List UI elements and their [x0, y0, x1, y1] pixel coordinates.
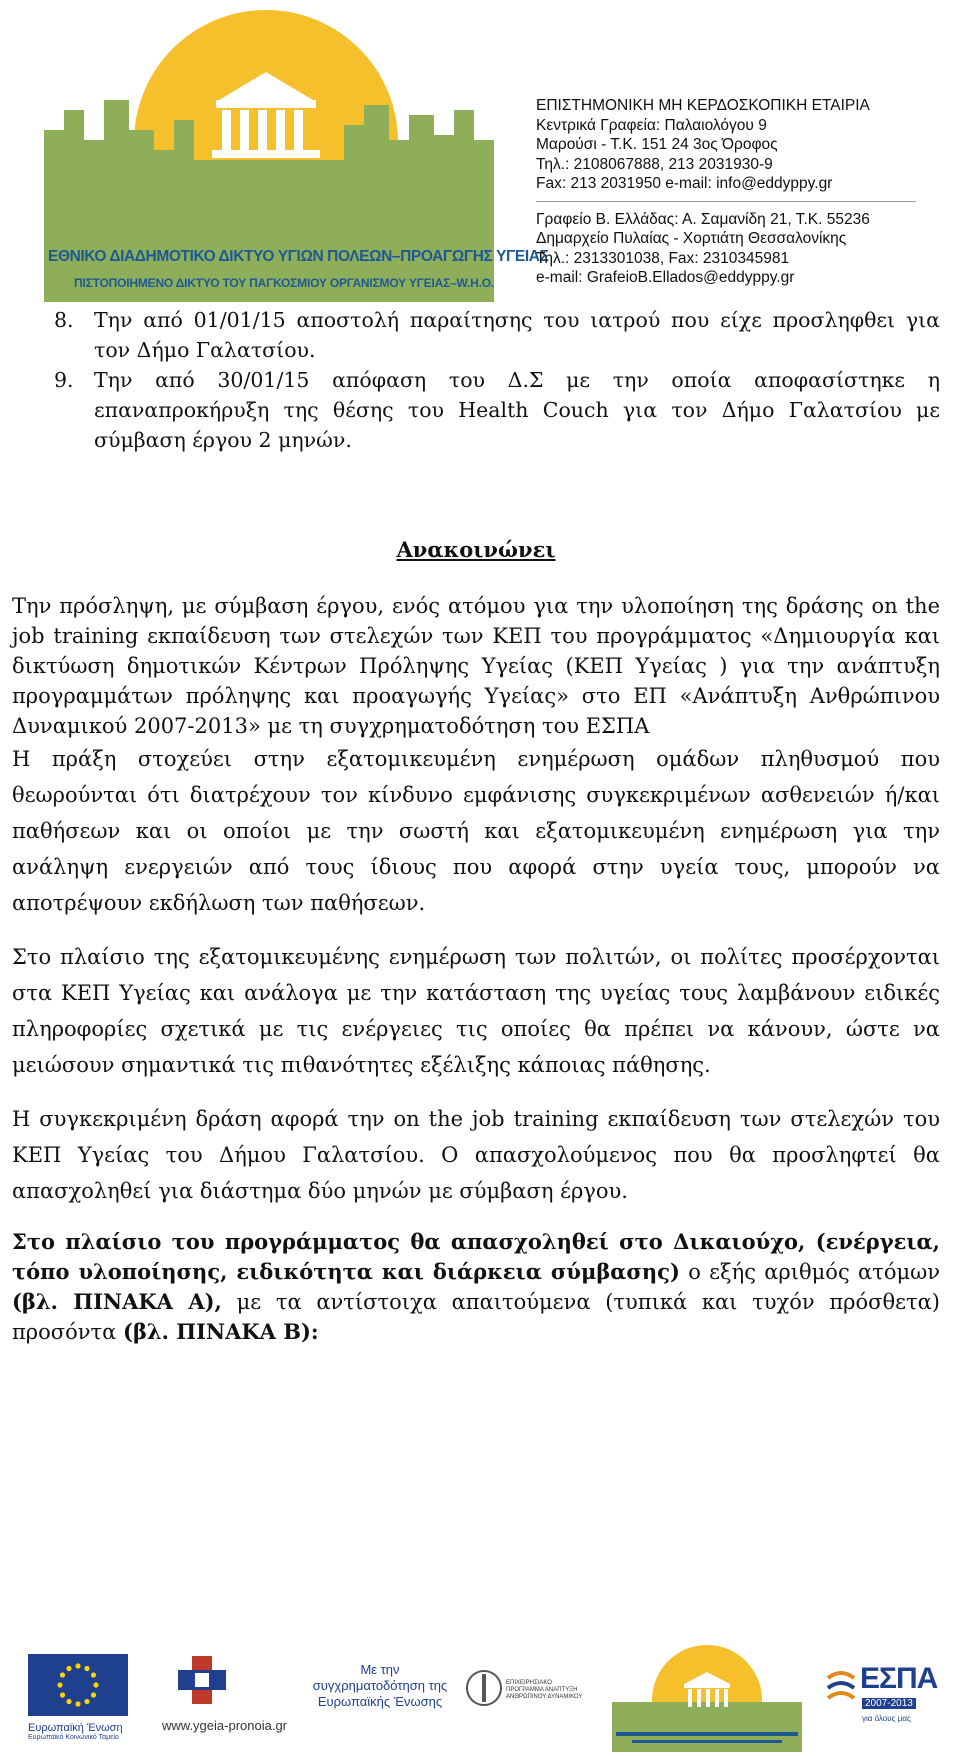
contact-line: e-mail: GrafeioB.Ellados@eddyppy.gr: [536, 269, 795, 286]
contact-line: Τηλ.: 2108067888, 213 2031930-9: [536, 155, 773, 173]
paragraph: Την πρόσληψη, με σύμβαση έργου, ενός ατόμου για την υλοποίηση της δράσης on the job training εκπαίδευση των στελεχών των ΚΕΠ του προγράμματος «Δημιουργία και δικτύωση δημοτικών Κέντρων Πρόληψης Υγείας (ΚΕΠ Υγείας ) για την ανάπτυξη προγραμμάτων πρόληψης και προαγωγής Υγείας» στο ΕΠ «Ανάπτυξη Ανθρώπινου Δυναμικού 2007-2013» με τη συγχρηματοδότηση του ΕΣΠΑ: [12, 594, 940, 738]
logo-title: ΕΘΝΙΚΟ ΔΙΑΔΗΜΟΤΙΚΟ ΔΙΚΤΥΟ ΥΓΙΩΝ ΠΟΛΕΩΝ–ΠΡΟΑΓΩΓΗΣ ΥΓΕΙΑΣ: [48, 248, 549, 265]
paragraph: Η συγκεκριμένη δράση αφορά την on the job training εκπαίδευση των στελεχών του ΚΕΠ Υγείας του Δήμου Γαλατσίου. Ο απασχολούμενος που θα προσληφτεί θα απασχοληθεί για διάστημα δύο μηνών με σύμβαση έργου.: [12, 1107, 940, 1203]
sun-city-emblem-icon: [612, 1642, 802, 1752]
cofunding-text: [305, 1662, 455, 1710]
eu-flag-icon: [28, 1654, 128, 1716]
paragraph: Η πράξη στοχεύει στην εξατομικευμένη ενημέρωση ομάδων πληθυσμού που θεωρούνται ότι διατρέχουν τον κίνδυνο εμφάνισης συγκεκριμένων ασθενειών ή/και παθήσεων και οι οποίοι με την σωστή και εξατομικευμένη ενημέρωση για την ανάληψη ενεργειών από τους ίδιους που αφορά στην υγεία τους, μπορούν να αποτρέψουν εκδήλωση των παθήσεων.: [12, 747, 940, 915]
op-logo: [464, 1668, 584, 1712]
cofund-line: Ευρωπαϊκής Ένωσης: [317, 1694, 443, 1709]
ministry-cross-icon: [162, 1652, 242, 1708]
paragraph: Στο πλαίσιο της εξατομικευμένης ενημέρωση των πολιτών, οι πολίτες προσέρχονται στα ΚΕΠ Υγείας και ανάλογα με την κατάσταση της υγείας τους λαμβάνουν ειδικές πληροφορίες σχετικά με τις ενέργειες τις οποίες θα πρέπει να κάνουν, ώστε να μειώσουν σημαντικά τις πιθανότητες εξέλιξης κάποιας πάθησης.: [12, 945, 940, 1077]
network-logo: [44, 10, 549, 302]
network-logo-small: [612, 1642, 802, 1752]
espa-label: ΕΣΠΑ: [860, 1662, 938, 1695]
paragraph: [12, 1227, 940, 1347]
ministry-logo: [162, 1652, 302, 1733]
list-item-text: Την από 30/01/15 απόφαση του Δ.Σ με την οποία αποφασίστηκε η επαναπροκήρυξη της θέσης του Health Couch για τον Δήμο Γαλατσίου με σύμβαση έργου 2 μηνών.: [94, 368, 940, 452]
paragraph-text: ο εξής αριθμός ατόμων: [679, 1260, 940, 1284]
contact-line: Μαρούσι - Τ.Κ. 151 24 3ος Όροφος: [536, 136, 778, 153]
list-item-text: Την από 01/01/15 αποστολή παραίτησης του ιατρού που είχε προσληφθει για τον Δήμο Γαλατσίου.: [94, 308, 940, 362]
document-body: [12, 305, 940, 1347]
bold-text: Στο πλαίσιο του προγράμματος θα απασχοληθεί στο Δικαιούχο, (ενέργεια, τόπο υλοποίησης, ειδικότητα και διάρκεια σύμβασης): [12, 1229, 940, 1284]
list-number: 9.: [54, 368, 74, 392]
numbered-list: [12, 305, 940, 455]
contact-line: ΕΠΙΣΤΗΜΟΝΙΚΗ ΜΗ ΚΕΡΔΟΣΚΟΠΙΚΗ ΕΤΑΙΡΙΑ: [536, 97, 870, 114]
espa-waves-icon: [826, 1668, 856, 1708]
contact-line: Κεντρικά Γραφεία: Παλαιολόγου 9: [536, 116, 767, 134]
contact-line: Δημαρχείο Πυλαίας - Χορτιάτη Θεσσαλονίκης: [536, 230, 847, 247]
ministry-url: www.ygeia-pronoia.gr: [162, 1718, 288, 1733]
table-a-reference: (βλ. ΠΙΝΑΚΑ Α),: [12, 1289, 222, 1314]
logo-subtitle: ΠΙΣΤΟΠΟΙΗΜΕΝΟ ΔΙΚΤΥΟ ΤΟΥ ΠΑΓΚΟΣΜΙΟΥ ΟΡΓΑΝΙΣΜΟΥ ΥΓΕΙΑΣ–W.H.O.: [74, 276, 495, 290]
logo-banner: [44, 240, 549, 302]
op-emblem-icon: [464, 1668, 504, 1708]
announcement-heading: Ανακοινώνει: [396, 537, 556, 562]
letterhead: [0, 0, 960, 305]
list-item: [12, 365, 940, 455]
cofund-line: συγχρηματοδότηση της: [312, 1678, 448, 1693]
cofund-line: Με την: [360, 1662, 400, 1677]
table-b-reference: (βλ. ΠΙΝΑΚΑ Β):: [123, 1319, 319, 1344]
eu-logo: [28, 1654, 128, 1741]
contact-block: [536, 96, 956, 288]
espa-sublabel: για όλους μας: [862, 1714, 911, 1723]
divider: [536, 201, 916, 202]
contact-line: Τηλ.: 2313301038, Fax: 2310345981: [536, 249, 790, 267]
eu-label: Ευρωπαϊκή Ένωση: [28, 1722, 123, 1734]
espa-years: 2007-2013: [862, 1698, 916, 1709]
op-label: ΕΠΙΧΕΙΡΗΣΙΑΚΟ ΠΡΟΓΡΑΜΜΑ ΑΝΑΠΤΥΞΗ ΑΝΘΡΩΠΙΝΟΥ ΔΥΝΑΜΙΚΟΥ: [506, 1680, 583, 1700]
footer-logos: [0, 1640, 960, 1754]
paragraph-text: με τα αντίστοιχα απαιτούμενα (τυπικά και τυχόν πρόσθετα) προσόντα: [12, 1290, 940, 1344]
contact-line: Fax: 213 2031950 e-mail: info@eddyppy.gr: [536, 175, 833, 192]
list-item: [12, 305, 940, 365]
contact-line: Γραφείο Β. Ελλάδας: Α. Σαμανίδη 21, Τ.Κ. 55236: [536, 210, 870, 228]
list-number: 8.: [54, 308, 74, 332]
eu-sublabel: Ευρωπαϊκό Κοινωνικό Ταμείο: [28, 1734, 119, 1741]
sun-city-emblem-icon: [44, 10, 494, 242]
